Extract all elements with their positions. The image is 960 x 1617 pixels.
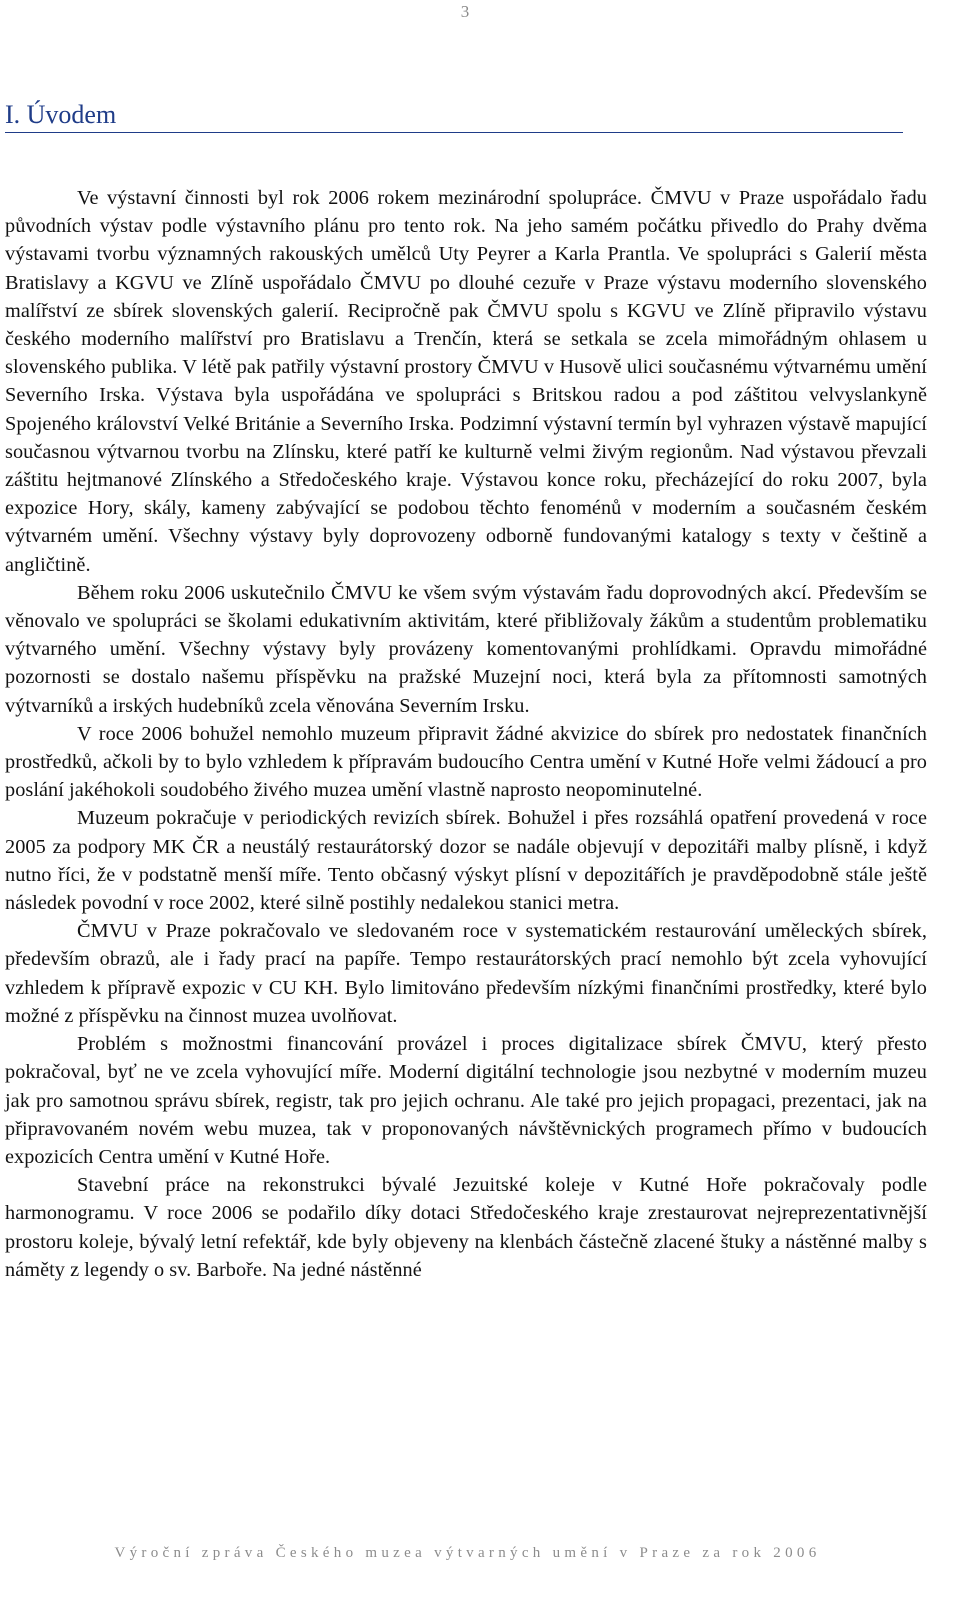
paragraph: Stavební práce na rekonstrukci bývalé Jezuitské koleje v Kutné Hoře pokračovaly podle harmonogramu. V roce 2006 se podařilo díky dotaci Středočeského kraje zrestaurovat nejreprezentativnější prostoru koleje, bývalý letní refektář, kde byly objeveny na klenbách částečně zlacené štuky a nástěnné malby s náměty z legendy o sv. Barboře. Na jedné nástěnné bbox=[5, 1174, 927, 1281]
body-text bbox=[5, 184, 927, 1284]
page-footer: Výroční zpráva Českého muzea výtvarných umění v Praze za rok 2006 bbox=[114, 1545, 821, 1561]
paragraph: Během roku 2006 uskutečnilo ČMVU ke všem svým výstavám řadu doprovodných akcí. Především se věnovalo ve spolupráci se školami edukativním aktivitám, které přibližovaly žákům a studentům problematiku výtvarného umění. Všechny výstavy byly provázeny komentovanými prohlídkami. Opravdu mimořádné pozornosti se dostalo našemu příspěvku na pražské Muzejní noci, která byla za přítomnosti samotných výtvarníků a irských hudebníků zcela věnována Severním Irsku. bbox=[5, 581, 927, 717]
paragraph: Muzeum pokračuje v periodických revizích sbírek. Bohužel i přes rozsáhlá opatření provedená v roce 2005 za podpory MK ČR a neustálý restaurátorský dozor se nadále objevují v depozitáři malby plísně, i když nutno říci, že v podstatně menší míře. Tento občasný výskyt plísní v depozitářích je pravděpodobně stále ještě následek povodní v roce 2002, které silně postihly nedalekou stanici metra. bbox=[5, 807, 927, 915]
paragraph: Problém s možnostmi financování provázel i proces digitalizace sbírek ČMVU, který přesto pokračoval, byť ne ve zcela vyhovující míře. Moderní digitální technologie jsou nezbytné v moderním muzeu jak pro samotnou správu sbírek, registr, tak pro jejich ochranu. Ale také pro jejich propagaci, prezentaci, jak na připravovaném novém webu muzea, tak v proponovaných návštěvnických programech přímo v budoucích expozicích Centra umění v Kutné Hoře. bbox=[5, 1033, 927, 1168]
paragraph: ČMVU v Praze pokračovalo ve sledovaném roce v systematickém restaurování uměleckých sbírek, především obrazů, ale i řady prací na papíře. Tempo restaurátorských prací nemohlo být zcela vyhovující vzhledem k přípravě expozic v CU KH. Bylo limitováno především nízkými finančními prostředky, které bylo možné z příspěvku na činnost muzea uvolňovat. bbox=[5, 920, 927, 1027]
page-number: 3 bbox=[460, 2, 470, 21]
section-heading: I. Úvodem bbox=[5, 98, 903, 133]
paragraph: V roce 2006 bohužel nemohlo muzeum připravit žádné akvizice do sbírek pro nedostatek finančních prostředků, ačkoli by to bylo vzhledem k přípravám budoucího Centra umění v Kutné Hoře velmi žádoucí a pro poslání jakéhokoli soudobého živého muzea umění vlastně naprosto neopominutelné. bbox=[5, 722, 927, 802]
paragraph: Ve výstavní činnosti byl rok 2006 rokem mezinárodní spolupráce. ČMVU v Praze uspořádalo řadu původních výstav podle výstavního plánu pro tento rok. Na jeho samém počátku přivedlo do Prahy dvěma výstavami tvorbu významných rakouských umělců Uty Peyrer a Karla Prantla. Ve spolupráci s Galerií města Bratislavy a KGVU ve Zlíně uspořádalo ČMVU po dlouhé cezuře v Praze výstavu moderního slovenského malířství ze sbírek slovenských galerií. Recipročně pak ČMVU spolu s KGVU ve Zlíně připravilo výstavu českého moderního malířství pro Bratislavu a Trenčín, která se setkala se zcela mimořádným ohlasem u slovenského publika. V létě pak patřily výstavní prostory ČMVU v Husově ulici současnému výtvarnému umění Severního Irska. Výstava byla uspořádána ve spolupráci s Britskou radou a pod záštitou velvyslankyně Spojeného království Velké Británie a Severního Irska. Podzimní výstavní termín byl vyhrazen výstavě mapující současnou výtvarnou tvorbu na Zlínsku, které patří ke kulturně velmi živým regionům. Nad výstavou převzali záštitu hejtmanové Zlínského a Středočeského kraje. Výstavou konce roku, přecházející do roku 2007, byla expozice Hory, skály, kameny zabývající se podobou těchto fenoménů v moderním a současném českém výtvarném umění. Všechny výstavy byly doprovozeny odborně fundovanými katalogy s texty v češtině a angličtině. bbox=[5, 187, 927, 576]
